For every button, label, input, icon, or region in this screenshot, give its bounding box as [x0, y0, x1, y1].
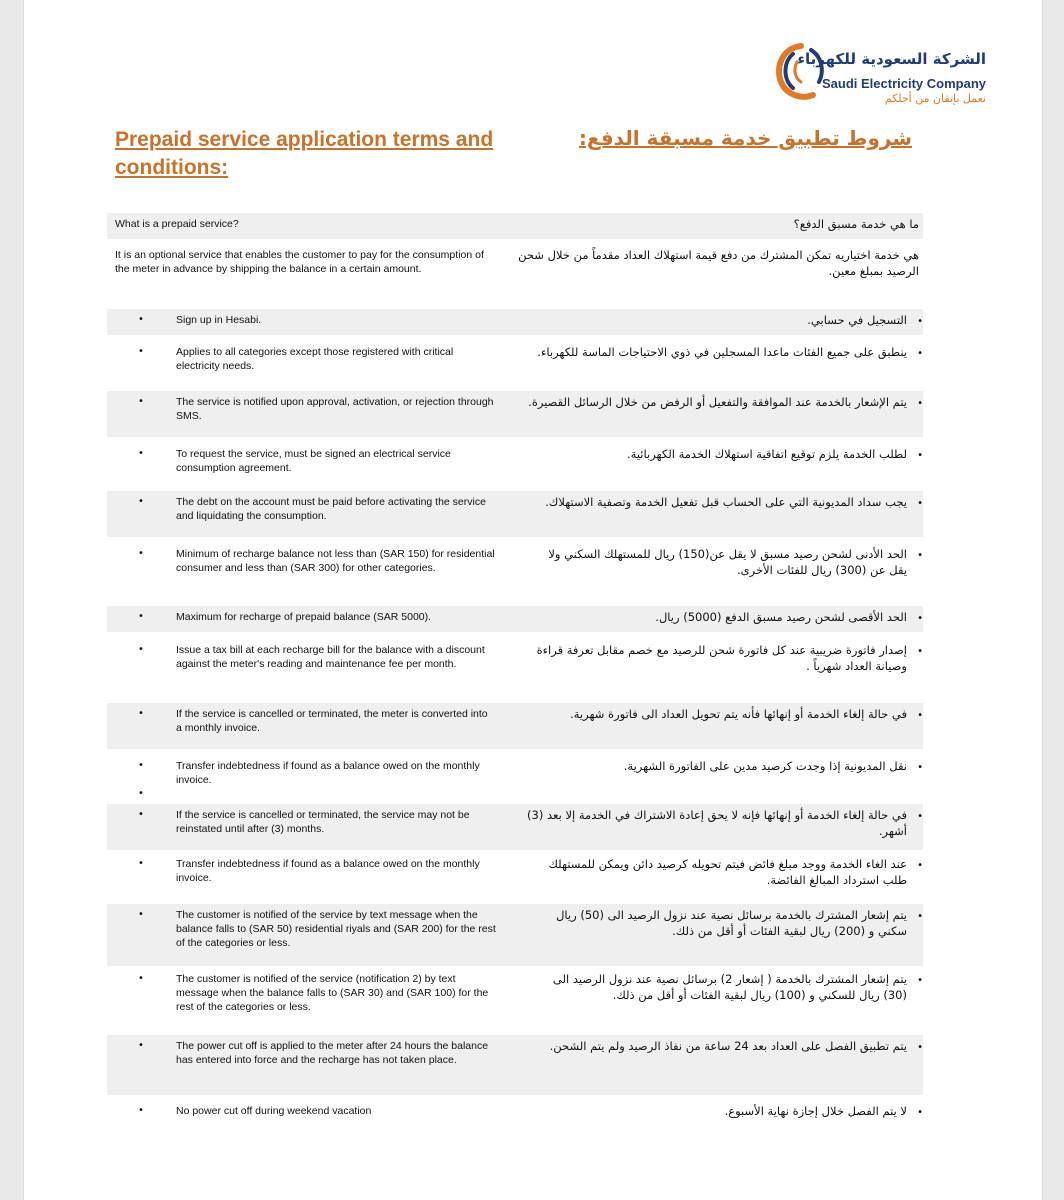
- bullet-ar: •: [917, 860, 923, 871]
- item-english: If the service is cancelled or terminated, the meter is converted into a monthly invoice.: [176, 708, 488, 734]
- answer-arabic: هي خدمة اختياريه تمكن المشترك من دفع قيمة استهلاك العداد مقدماً من خلال شحن الرصيد بمبلغ معين.: [518, 248, 919, 278]
- list-item: [107, 639, 923, 697]
- list-item: [107, 804, 923, 850]
- item-english: Issue a tax bill at each recharge bill for the balance with a discount against the meter's reading and maintenance fee per month.: [176, 644, 485, 670]
- item-english: The customer is notified of the service by text message when the balance falls to (SAR 50) residential riyals and (SAR 200) for the rest of the categories or less.: [176, 909, 496, 949]
- bullet-ar: •: [917, 911, 923, 922]
- bullet-en: •: [138, 760, 144, 771]
- item-arabic: يتم إشعار المشترك بالخدمة ( إشعار 2) برسائل نصية عند نزول الرصيد الى (30) ريال للسكني و (100) ريال لبقية الفئات أو أقل من ذلك.: [552, 972, 907, 1002]
- document-page: [24, 0, 1042, 1200]
- bullet-en: •: [138, 1040, 144, 1051]
- list-item: [107, 543, 923, 601]
- item-arabic: في حالة إلغاء الخدمة أو إنهائها فإنه لا يحق إعادة الاشتراك في الخدمة إلا بعد (3) أشهر.: [527, 808, 907, 838]
- item-arabic: نقل المديونية إذا وجدت كرصيد مدين على الفاتورة الشهرية.: [623, 759, 907, 773]
- bullet-ar: •: [917, 1107, 923, 1118]
- item-arabic: إصدار فاتورة ضريبية عند كل فاتورة شحن للرصيد مع خصم مقابل تعرفة قراءة وصيانة العداد شهرياً .: [536, 643, 907, 673]
- answer-english: It is an optional service that enables the customer to pay for the consumption of the meter in advance by shipping the balance in a certain amount.: [115, 249, 484, 275]
- bullet-ar: •: [917, 550, 923, 561]
- list-item: [107, 755, 923, 799]
- question-arabic: ما هي خدمة مسبق الدفع؟: [793, 217, 919, 231]
- list-item: [107, 391, 923, 437]
- page-title-arabic: شروط تطبيق خدمة مسبقة الدفع:: [578, 126, 912, 150]
- header-answer-row: [107, 244, 923, 296]
- list-item: [107, 1100, 923, 1128]
- list-item: [107, 443, 923, 485]
- item-english: Applies to all categories except those registered with critical electricity needs.: [176, 346, 454, 372]
- logo-tagline: نعمل بإتقان من أجلكم: [884, 92, 986, 105]
- bullet-en: •: [138, 909, 144, 920]
- bullet-ar: •: [917, 348, 923, 359]
- empty-bullet: •: [138, 788, 144, 799]
- item-english: Maximum for recharge of prepaid balance (SAR 5000).: [176, 611, 432, 623]
- bullet-en: •: [138, 346, 144, 357]
- item-english: Sign up in Hesabi.: [176, 314, 262, 326]
- bullet-en: •: [138, 496, 144, 507]
- item-english: The service is notified upon approval, activation, or rejection through SMS.: [176, 396, 494, 422]
- list-item: [107, 853, 923, 901]
- item-english: Minimum of recharge balance not less than (SAR 150) for residential consumer and less than (SAR 300) for other categories.: [176, 548, 495, 574]
- bullet-en: •: [138, 644, 144, 655]
- item-arabic: يتم إشعار المشترك بالخدمة برسائل نصية عند نزول الرصيد الى (50) ريال سكني و (200) ريال لبقية الفئات أو أقل من ذلك.: [556, 908, 907, 938]
- item-english: The customer is notified of the service (notification 2) by text message when the balance falls to (SAR 30) and (SAR 100) for the rest of the categories or less.: [176, 973, 489, 1013]
- list-item: [107, 309, 923, 335]
- bullet-ar: •: [917, 762, 923, 773]
- bullet-ar: •: [917, 710, 923, 721]
- bullet-ar: •: [917, 811, 923, 822]
- item-arabic: يجب سداد المديونية التي على الحساب قبل تفعيل الخدمة وتصفية الاستهلاك.: [545, 495, 907, 509]
- item-english: To request the service, must be signed an electrical service consumption agreement.: [176, 448, 451, 474]
- bullet-ar: •: [917, 1042, 923, 1053]
- item-arabic: ينطبق على جميع الفئات ماعدا المسجلين في ذوي الاحتياجات الماسة للكهرباء.: [537, 345, 907, 359]
- item-arabic: في حالة إلغاء الخدمة أو إنهائها فأنه يتم تحويل العداد الى فاتورة شهرية.: [570, 707, 907, 721]
- bullet-ar: •: [917, 498, 923, 509]
- item-arabic: لا يتم الفصل خلال إجازة نهاية الأسبوع.: [724, 1104, 907, 1118]
- item-english: The debt on the account must be paid before activating the service and liquidating the consumption.: [176, 496, 486, 522]
- company-logo: [771, 40, 986, 110]
- bullet-ar: •: [917, 316, 923, 327]
- list-item: [107, 1035, 923, 1095]
- list-item: [107, 606, 923, 632]
- bullet-ar: •: [917, 613, 923, 624]
- item-arabic: يتم الإشعار بالخدمة عند الموافقة والتفعيل أو الرفض من خلال الرسائل القصيرة.: [528, 395, 907, 409]
- bullet-en: •: [138, 708, 144, 719]
- item-english: The power cut off is applied to the meter after 24 hours the balance has entered into force and the recharge has not taken place.: [176, 1040, 489, 1066]
- item-arabic: الحد الأدنى لشحن رصيد مسبق لا يقل عن(150) ريال للمستهلك السكني ولا يقل عن (300) ريال للفئات الأخرى.: [548, 547, 907, 577]
- item-arabic: عند الغاء الخدمة ووجد مبلغ فائض فيتم تحويله كرصيد دائن ويمكن للمستهلك طلب استرداد المبالغ الفائضة.: [548, 857, 907, 887]
- question-english: What is a prepaid service?: [115, 218, 239, 230]
- item-arabic: يتم تطبيق الفصل على العداد بعد 24 ساعة من نفاذ الرصيد ولم يتم الشحن.: [549, 1039, 907, 1053]
- bullet-en: •: [138, 1105, 144, 1116]
- item-english: Transfer indebtedness if found as a balance owed on the monthly invoice.: [176, 858, 480, 884]
- item-arabic: التسجيل في حسابي.: [807, 313, 907, 327]
- bullet-en: •: [138, 396, 144, 407]
- bullet-ar: •: [917, 646, 923, 657]
- item-arabic: لطلب الخدمة يلزم توقيع اتفاقية استهلاك الخدمة الكهربائية.: [627, 447, 907, 461]
- bullet-ar: •: [917, 450, 923, 461]
- list-item: [107, 904, 923, 966]
- list-item: [107, 968, 923, 1024]
- item-arabic: الحد الأقصى لشحن رصيد مسبق الدفع (5000) ريال.: [655, 610, 907, 624]
- item-english: No power cut off during weekend vacation: [176, 1105, 372, 1117]
- list-item: [107, 703, 923, 749]
- bullet-en: •: [138, 611, 144, 622]
- bullet-en: •: [138, 809, 144, 820]
- bullet-ar: •: [917, 398, 923, 409]
- bullet-en: •: [138, 548, 144, 559]
- logo-english-name: Saudi Electricity Company: [822, 76, 986, 91]
- bullet-en: •: [138, 314, 144, 325]
- bullet-ar: •: [917, 975, 923, 986]
- header-question-row: [107, 213, 923, 239]
- item-english: Transfer indebtedness if found as a balance owed on the monthly invoice.: [176, 760, 480, 786]
- list-item: [107, 341, 923, 385]
- bullet-en: •: [138, 973, 144, 984]
- bullet-en: •: [138, 448, 144, 459]
- item-english: If the service is cancelled or terminated, the service may not be reinstated until after (3) months.: [176, 809, 470, 835]
- logo-arabic-name: الشركة السعودية للكهرباء: [797, 50, 986, 68]
- list-item: [107, 491, 923, 537]
- page-title-english: Prepaid service application terms and conditions:: [115, 128, 494, 179]
- bullet-en: •: [138, 858, 144, 869]
